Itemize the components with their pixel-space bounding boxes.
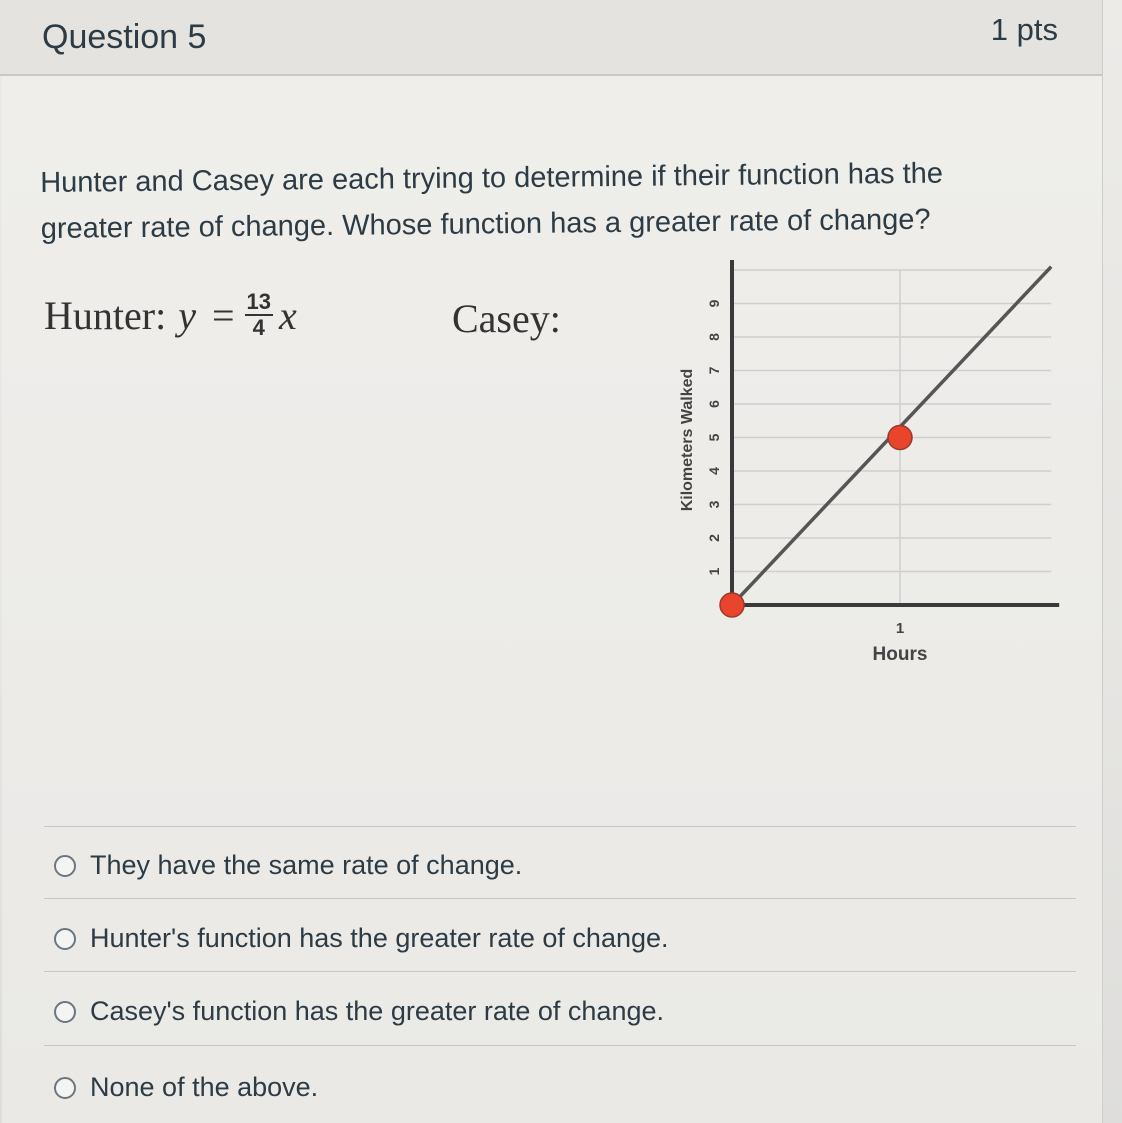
- y-tick-label: 4: [706, 467, 722, 475]
- radio-button[interactable]: [54, 1077, 76, 1099]
- answer-option-1[interactable]: [54, 850, 522, 881]
- options-divider: [44, 971, 1076, 972]
- options-divider: [44, 826, 1076, 827]
- hunter-lhs: y: [178, 292, 196, 338]
- hunter-equation: [44, 290, 305, 340]
- radio-button[interactable]: [54, 928, 76, 950]
- options-divider: [44, 1045, 1076, 1046]
- fraction-numerator: 13: [246, 289, 271, 314]
- x-axis-label: Hours: [872, 644, 928, 665]
- casey-label: Casey:: [452, 296, 561, 341]
- hunter-fraction: [245, 290, 273, 340]
- data-point: [720, 593, 744, 617]
- y-tick-label: 2: [706, 534, 722, 542]
- answer-option-label: They have the same rate of change.: [90, 850, 523, 880]
- y-tick-label: 8: [706, 333, 722, 341]
- answer-option-4[interactable]: [54, 1072, 318, 1103]
- y-tick-label: 9: [706, 299, 722, 308]
- answer-option-3[interactable]: [54, 996, 664, 1027]
- y-tick-label: 7: [706, 366, 722, 375]
- answer-option-2[interactable]: [54, 923, 669, 954]
- radio-button[interactable]: [54, 1001, 76, 1023]
- answer-option-label: None of the above.: [90, 1072, 319, 1102]
- fraction-denominator: 4: [252, 315, 265, 340]
- x-tick-label: 1: [895, 620, 905, 637]
- hunter-equals: =: [211, 292, 235, 338]
- chart-ticks: [706, 299, 904, 637]
- y-axis-label: Kilometers Walked: [679, 368, 696, 512]
- y-tick-label: 3: [706, 500, 722, 509]
- question-prompt: Hunter and Casey are each trying to determine if their function has the greater rate of change. Whose function has a greater rate of change?: [40, 157, 944, 245]
- hunter-label: Hunter:: [44, 292, 167, 338]
- y-tick-label: 1: [706, 567, 722, 576]
- question-header: [0, 0, 1103, 76]
- options-divider: [44, 898, 1076, 899]
- hunter-rhs: x: [279, 292, 297, 338]
- y-tick-label: 5: [706, 433, 722, 442]
- answer-option-label: Casey's function has the greater rate of change.: [90, 996, 665, 1026]
- radio-button[interactable]: [54, 855, 76, 877]
- question-points: 1 pts: [990, 12, 1058, 47]
- question-title: Question 5: [42, 18, 207, 56]
- data-point: [888, 426, 912, 450]
- casey-graph: [670, 260, 1080, 685]
- casey-graph-svg: [670, 260, 1080, 680]
- answer-option-label: Hunter's function has the greater rate of change.: [90, 923, 669, 953]
- y-tick-label: 6: [706, 400, 722, 408]
